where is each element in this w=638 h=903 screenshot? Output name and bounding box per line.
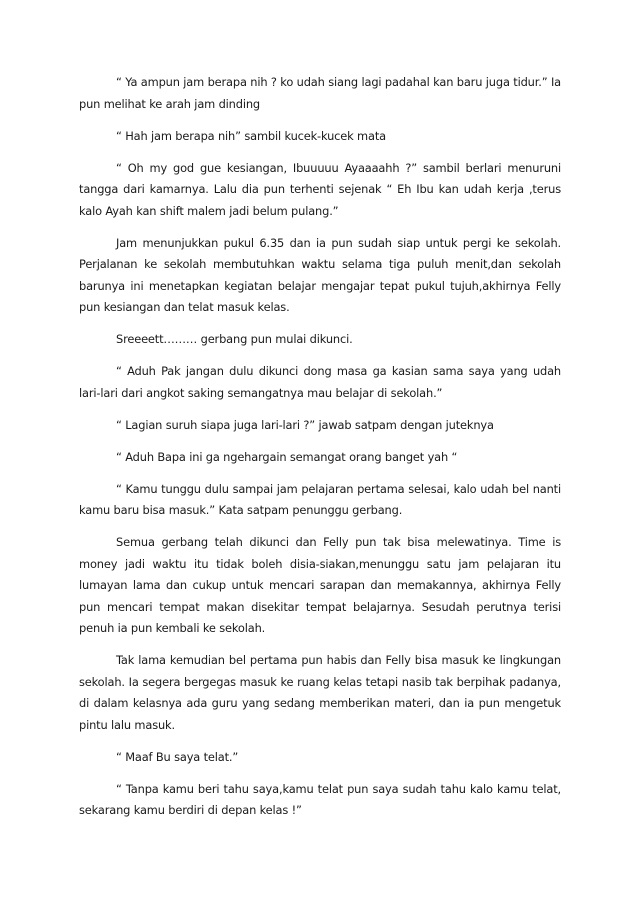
paragraph: “ Aduh Bapa ini ga ngehargain semangat orang banget yah “	[116, 449, 458, 464]
paragraph: “ Hah jam berapa nih” sambil kucek-kucek mata	[116, 128, 386, 143]
paragraph: “ Maaf Bu saya telat.”	[116, 749, 239, 764]
paragraph: Sreeeett……… gerbang pun mulai dikunci.	[116, 332, 353, 346]
paragraph: “ Kamu tunggu dulu sampai jam pelajaran pertama selesai, kalo udah bel nanti kamu baru bisa masuk.” Kata satpam penunggu gerbang.	[79, 481, 561, 517]
paragraph: Tak lama kemudian bel pertama pun habis dan Felly bisa masuk ke lingkungan sekolah. Ia segera bergegas masuk ke ruang kelas tetapi nasib tak berpihak padanya, di dalam kelasnya ada guru yang sedang memberikan materi, dan ia pun mengetuk pintu lalu masuk.	[79, 653, 561, 732]
story-text-body	[79, 72, 561, 832]
paragraph: “ Lagian suruh siapa juga lari-lari ?” jawab satpam dengan juteknya	[116, 417, 494, 432]
paragraph: “ Ya ampun jam berapa nih ? ko udah siang lagi padahal kan baru juga tidur.” Ia pun melihat ke arah jam dinding	[79, 75, 561, 111]
paragraph: Semua gerbang telah dikunci dan Felly pun tak bisa melewatinya. Time is money jadi waktu itu tidak boleh disia-siakan,menunggu satu jam pelajaran itu lumayan lama dan cukup untuk mencari sarapan dan memakannya, akhirnya Felly pun mencari tempat makan disekitar tempat belajarnya. Sesudah perutnya terisi penuh ia pun kembali ke sekolah.	[79, 535, 561, 635]
paragraph: Jam menunjukkan pukul 6.35 dan ia pun sudah siap untuk pergi ke sekolah. Perjalanan ke sekolah membutuhkan waktu selama tiga puluh menit,dan sekolah barunya ini menetapkan kegiatan belajar mengajar tepat pukul tujuh,akhirnya Felly pun kesiangan dan telat masuk kelas.	[79, 235, 561, 314]
paragraph: “ Aduh Pak jangan dulu dikunci dong masa ga kasian sama saya yang udah lari-lari dari angkot saking semangatnya mau belajar di sekolah.”	[79, 364, 561, 400]
paragraph: “ Tanpa kamu beri tahu saya,kamu telat pun saya sudah tahu kalo kamu telat, sekarang kamu berdiri di depan kelas !”	[79, 781, 561, 817]
paragraph: “ Oh my god gue kesiangan, Ibuuuuu Ayaaaahh ?” sambil berlari menuruni tangga dari kamarnya. Lalu dia pun terhenti sejenak “ Eh Ibu kan udah kerja ,terus kalo Ayah kan shift malem jadi belum pulang.”	[79, 160, 561, 218]
